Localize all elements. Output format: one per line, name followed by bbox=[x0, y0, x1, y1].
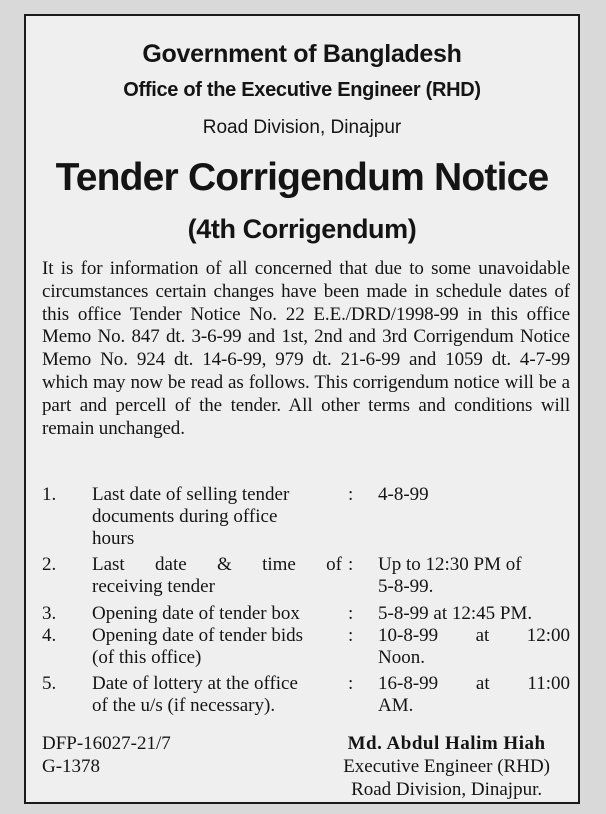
signatory-division: Road Division, Dinajpur. bbox=[351, 779, 543, 800]
item-value bbox=[378, 484, 570, 506]
item-label bbox=[92, 673, 342, 717]
division-heading: Road Division, Dinajpur bbox=[202, 117, 402, 138]
government-heading: Government of Bangladesh bbox=[142, 40, 462, 68]
item-number: 4. bbox=[42, 625, 57, 646]
item-label-line: documents during office bbox=[92, 506, 278, 527]
item-value-line: Noon. bbox=[378, 647, 425, 668]
item-colon: : bbox=[348, 673, 354, 694]
notice-paragraph: It is for information of all concerned that due to some unavoidable circumstances certain changes have been made in schedule dates of this office Tender Notice No. 22 E.E./DRD/1998-99 in this office Memo No. 847 dt. 3-6-99 and 1st, 2nd and 3rd Corrigendum Notice Memo No. 924 dt. 14-6-99, 979 dt. 21-6-99 and 1059 dt. 4-7-99 which may now be read as follows. This corrigendum notice will be a part and percell of the tender. All other terms and conditions will remain unchanged. bbox=[42, 258, 570, 439]
item-colon: : bbox=[348, 625, 354, 646]
item-label-line: (of this office) bbox=[92, 647, 202, 668]
signatory-name: Md. Abdul Halim Hiah bbox=[347, 733, 546, 754]
item-value-line: 4-8-99 bbox=[378, 484, 429, 505]
item-number: 5. bbox=[42, 673, 57, 694]
item-colon: : bbox=[348, 484, 354, 505]
item-value-line: 5-8-99. bbox=[378, 576, 434, 597]
signatory-designation: Executive Engineer (RHD) bbox=[343, 756, 550, 777]
notice-subtitle: (4th Corrigendum) bbox=[187, 214, 417, 244]
item-label bbox=[92, 603, 342, 625]
item-number: 3. bbox=[42, 603, 57, 624]
office-heading: Office of the Executive Engineer (RHD) bbox=[123, 79, 481, 101]
item-value-line: 10-8-99 at 12:00 bbox=[378, 625, 570, 646]
reference-block bbox=[42, 732, 171, 778]
item-value-line: 16-8-99 at 11:00 bbox=[378, 673, 570, 694]
item-colon: : bbox=[348, 554, 354, 575]
item-label-line: Opening date of tender box bbox=[92, 603, 300, 624]
item-value bbox=[378, 603, 570, 625]
item-label-line: of the u/s (if necessary). bbox=[92, 695, 276, 716]
item-value-line: 5-8-99 at 12:45 PM. bbox=[378, 603, 533, 624]
signature-block bbox=[343, 732, 550, 801]
item-label bbox=[92, 554, 342, 598]
reference-code: G-1378 bbox=[42, 756, 101, 777]
item-label-line: Last date of selling tender bbox=[92, 484, 290, 505]
item-colon: : bbox=[348, 603, 354, 624]
item-value bbox=[378, 625, 570, 669]
item-value bbox=[378, 673, 570, 717]
item-number: 1. bbox=[42, 484, 57, 505]
item-label bbox=[92, 625, 342, 669]
item-value-line: AM. bbox=[378, 695, 414, 716]
item-value bbox=[378, 554, 570, 598]
item-label-line: Last date & time of bbox=[92, 554, 342, 575]
notice-title: Tender Corrigendum Notice bbox=[55, 156, 549, 199]
item-label-line: hours bbox=[92, 528, 135, 549]
tender-notice bbox=[24, 14, 580, 804]
item-label bbox=[92, 484, 342, 550]
reference-number: DFP-16027-21/7 bbox=[42, 733, 171, 754]
item-label-line: Date of lottery at the office bbox=[92, 673, 298, 694]
item-label-line: Opening date of tender bids bbox=[92, 625, 304, 646]
item-value-line: Up to 12:30 PM of bbox=[378, 554, 522, 575]
item-label-line: receiving tender bbox=[92, 576, 215, 597]
item-number: 2. bbox=[42, 554, 57, 575]
